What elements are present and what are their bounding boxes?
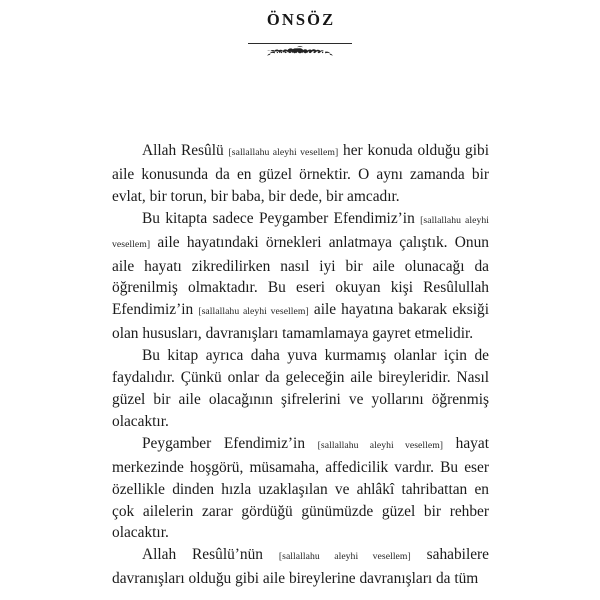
page-title: ÖNSÖZ (266, 10, 336, 29)
honorific-phrase: [sallallahu aleyhi vesellem] (198, 306, 309, 318)
chapter-header (0, 0, 600, 57)
honorific-phrase: [sallallahu aleyhi vesellem] (228, 147, 339, 158)
paragraph-1: Allah Resûlü [sallallahu aleyhi vesellem] her konuda olduğu gibi aile konusunda da en güzel örnektir. O aynı zamanda bir evlat, bir torun, bir baba, bir dede, bir amcadır. (112, 142, 489, 205)
paragraph-4: Peygamber Efendimiz’in [sallallahu aleyhi vesellem] hayat merkezinde hoşgörü, müsamaha, affedicilik vardır. Bu eser özellikle dinden hızla uzaklaşılan ve ahlâkî tahribattan en çok ailelerin zarar gördüğü günümüzde güzel bir rehber olacaktır. (112, 434, 489, 542)
honorific-phrase: [sallallahu aleyhi vesellem] (112, 214, 490, 250)
paragraph-5: Allah Resûlü’nün [sallallahu aleyhi vesellem] sahabilere davranışları olduğu gibi aile bireylerine davranışları da tüm (112, 546, 490, 588)
divider-rule (248, 43, 352, 44)
honorific-phrase: [sallallahu aleyhi vesellem] (317, 439, 444, 451)
body-text-block (112, 140, 489, 590)
honorific-phrase: [sallallahu aleyhi vesellem] (278, 551, 411, 563)
ornamental-divider (248, 43, 352, 57)
paragraph-3: Bu kitap ayrıca daha yuva kurmamış olanlar için de faydalıdır. Çünkü onlar da geleceğin aile bireyleridir. Nasıl güzel bir aile olacağının şifrelerini ve yollarını öğrenmiş olacaktır. (112, 347, 489, 430)
paragraph-2: Bu kitapta sadece Peygamber Efendimiz’in [sallallahu aleyhi vesellem] aile hayatındaki örnekleri anlatmaya çalıştık. Onun aile hayatı zikredilirken nasıl iyi bir aile olunacağı da öğrenilmiş olmaktadır. Bu eseri okuyan kişi Resûlullah Efendimiz’in [sallallahu aleyhi vesellem] aile hayatına bakarak eksiği olan hususları, davranışları tamamlamaya gayret etmelidir. (112, 209, 490, 343)
floral-flourish-ornament (267, 46, 333, 57)
